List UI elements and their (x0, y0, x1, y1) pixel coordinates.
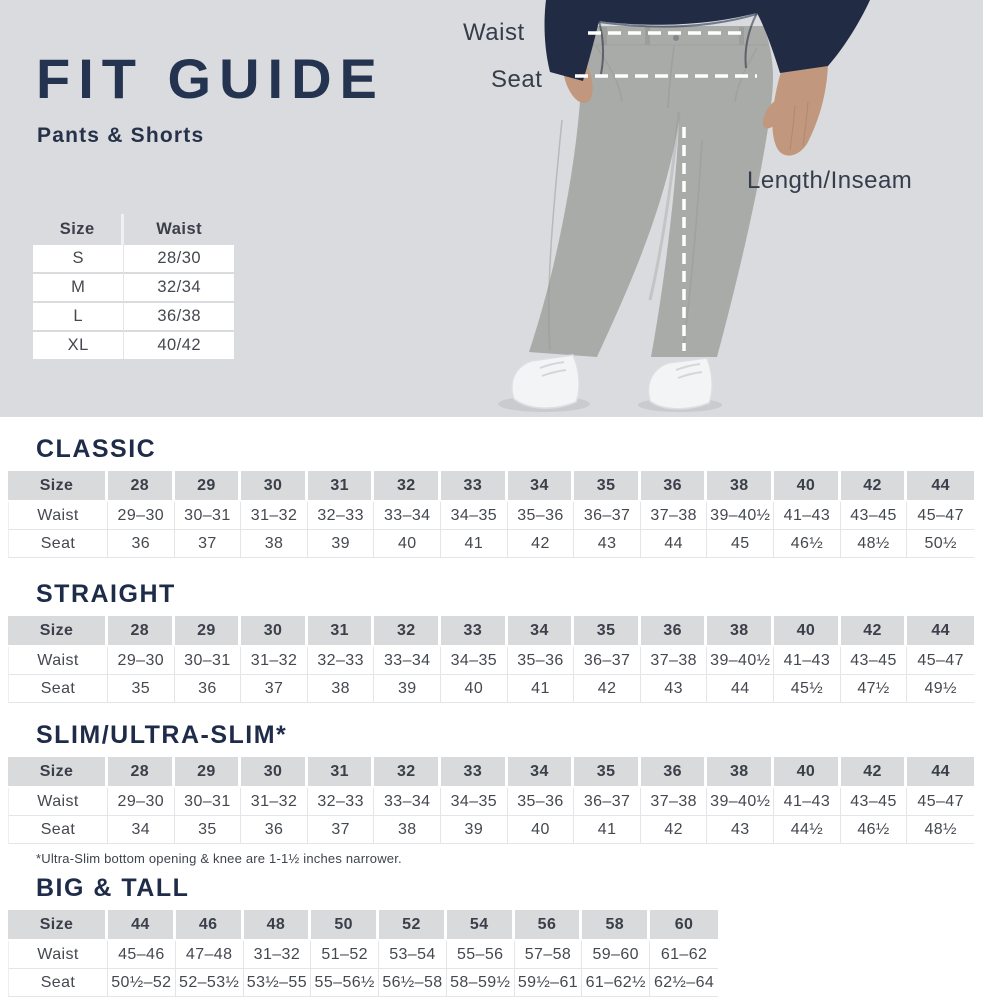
size-chart-sections (0, 417, 983, 997)
value-cell: 53½–55 (244, 969, 312, 997)
value-cell: 45 (707, 530, 774, 558)
value-cell: 40 (508, 816, 575, 844)
row-label: M (33, 274, 124, 303)
row-label: Seat (8, 675, 108, 703)
value-cell: 40 (441, 675, 508, 703)
value-cell: 34–35 (441, 647, 508, 675)
value-cell: 40 (774, 471, 841, 502)
value-cell: 38 (241, 530, 308, 558)
value-cell: 59½–61 (515, 969, 583, 997)
value-cell: 46 (176, 910, 244, 941)
value-cell: 31–32 (241, 647, 308, 675)
value-cell: 40 (774, 757, 841, 788)
value-cell: 56 (515, 910, 583, 941)
section-title: SLIM/ULTRA-SLIM* (36, 721, 288, 749)
value-cell: 39 (441, 816, 508, 844)
value-cell: 32 (374, 471, 441, 502)
value-cell: 28 (108, 471, 175, 502)
value-cell: 37 (308, 816, 375, 844)
size-section (0, 875, 983, 997)
size-header-row (8, 616, 974, 647)
value-cell: 59–60 (582, 941, 650, 969)
value-cell: 36 (175, 675, 242, 703)
value-cell: 58–59½ (447, 969, 515, 997)
value-cell: 36 (641, 757, 708, 788)
page-subtitle: Pants & Shorts (37, 124, 205, 147)
value-cell: 45½ (774, 675, 841, 703)
value-cell: 32 (374, 616, 441, 647)
value-cell: 58 (582, 910, 650, 941)
row-label: Seat (8, 969, 108, 997)
value-cell: 46½ (841, 816, 908, 844)
value-cell: 48½ (907, 816, 974, 844)
value-cell: 37 (241, 675, 308, 703)
page-title: FIT GUIDE (36, 47, 385, 110)
waist-row (8, 502, 974, 530)
value-cell: 40/42 (124, 332, 234, 359)
value-cell: 32–33 (308, 502, 375, 530)
size-chart-table (8, 471, 974, 558)
value-cell: 44½ (774, 816, 841, 844)
value-cell: 30 (241, 616, 308, 647)
value-cell: 44 (108, 910, 176, 941)
hero-size-table (33, 214, 234, 359)
value-cell: 37–38 (641, 788, 708, 816)
value-cell: 43 (574, 530, 641, 558)
seat-row (8, 675, 974, 703)
value-cell: 33–34 (374, 647, 441, 675)
row-label: Seat (8, 816, 108, 844)
value-cell: 39 (308, 530, 375, 558)
value-cell: 42 (841, 471, 908, 502)
value-cell: 35–36 (508, 788, 575, 816)
value-cell: 36 (241, 816, 308, 844)
row-label: Seat (8, 530, 108, 558)
size-chart-table (8, 910, 718, 997)
value-cell: 31 (308, 616, 375, 647)
value-cell: 42 (508, 530, 575, 558)
value-cell: 38 (707, 757, 774, 788)
value-cell: 35–36 (508, 502, 575, 530)
mini-data-row (33, 332, 234, 359)
row-label: Size (8, 757, 108, 788)
value-cell: 38 (308, 675, 375, 703)
value-cell: 30 (241, 757, 308, 788)
row-label: Waist (8, 941, 108, 969)
value-cell: Waist (156, 220, 203, 238)
value-cell: 56½–58 (379, 969, 447, 997)
value-cell: 49½ (907, 675, 974, 703)
waist-row (8, 647, 974, 675)
mini-header-row (33, 214, 234, 245)
value-cell: 41 (441, 530, 508, 558)
value-cell: 28 (108, 616, 175, 647)
value-cell: 35 (574, 616, 641, 647)
section-title: STRAIGHT (36, 580, 176, 608)
value-cell: 46½ (774, 530, 841, 558)
value-cell: 33 (441, 757, 508, 788)
value-cell: 33 (441, 471, 508, 502)
waist-row (8, 788, 974, 816)
value-cell: 30–31 (175, 788, 242, 816)
value-cell: 38 (374, 816, 441, 844)
value-cell: 47½ (841, 675, 908, 703)
value-cell: 50 (311, 910, 379, 941)
value-cell: 42 (641, 816, 708, 844)
value-cell: 45–47 (907, 647, 974, 675)
value-cell: 45–47 (907, 788, 974, 816)
hero-banner (0, 0, 983, 417)
value-cell: 37–38 (641, 647, 708, 675)
value-cell: 60 (650, 910, 718, 941)
row-label: Size (8, 471, 108, 502)
size-chart-table (8, 616, 974, 703)
row-label: XL (33, 332, 124, 359)
value-cell: 29–30 (108, 647, 175, 675)
value-cell: 32 (374, 757, 441, 788)
value-cell: 28/30 (124, 245, 234, 274)
pants-button (673, 35, 679, 41)
value-cell: 42 (841, 616, 908, 647)
waist-row (8, 941, 718, 969)
value-cell: 34 (508, 757, 575, 788)
value-cell: 44 (907, 616, 974, 647)
size-chart-table (8, 757, 974, 844)
value-cell: 44 (707, 675, 774, 703)
value-cell: 34–35 (441, 788, 508, 816)
value-cell: 39–40½ (707, 647, 774, 675)
value-cell: 50½ (907, 530, 974, 558)
section-title: CLASSIC (36, 435, 157, 463)
value-cell: 31–32 (241, 502, 308, 530)
value-cell: 30–31 (175, 647, 242, 675)
value-cell: 33–34 (374, 788, 441, 816)
seat-row (8, 530, 974, 558)
value-cell: 29 (175, 757, 242, 788)
value-cell: 40 (774, 616, 841, 647)
value-cell: 39 (374, 675, 441, 703)
value-cell: 37–38 (641, 502, 708, 530)
seat-row (8, 816, 974, 844)
value-cell: 62½–64 (650, 969, 718, 997)
section-title: BIG & TALL (36, 874, 190, 902)
waist-annotation: Waist (463, 19, 525, 46)
size-section (0, 581, 983, 703)
value-cell: 36–37 (574, 647, 641, 675)
mini-data-row (33, 274, 234, 303)
value-cell: 35–36 (508, 647, 575, 675)
value-cell: 36 (108, 530, 175, 558)
length-inseam-annotation: Length/Inseam (747, 167, 913, 194)
row-label: Waist (8, 502, 108, 530)
value-cell: 44 (907, 471, 974, 502)
value-cell: 43 (641, 675, 708, 703)
value-cell: 52 (379, 910, 447, 941)
value-cell: 35 (574, 757, 641, 788)
value-cell: 44 (907, 757, 974, 788)
value-cell: 29 (175, 616, 242, 647)
value-cell: 41 (574, 816, 641, 844)
value-cell: 29–30 (108, 788, 175, 816)
value-cell: 32–33 (308, 647, 375, 675)
value-cell: 31 (308, 471, 375, 502)
value-cell: 29–30 (108, 502, 175, 530)
size-header-row (8, 910, 718, 941)
row-label: Size (8, 616, 108, 647)
value-cell: 45–47 (907, 502, 974, 530)
value-cell: 34 (508, 616, 575, 647)
value-cell: 30 (241, 471, 308, 502)
row-label: Waist (8, 647, 108, 675)
value-cell: 48 (244, 910, 312, 941)
value-cell: 45–46 (108, 941, 176, 969)
value-cell: 44 (641, 530, 708, 558)
value-cell: 35 (108, 675, 175, 703)
belt-loop (645, 27, 650, 45)
value-cell: 41 (508, 675, 575, 703)
value-cell: 36–37 (574, 788, 641, 816)
value-cell: 33–34 (374, 502, 441, 530)
value-cell: 51–52 (311, 941, 379, 969)
value-cell: 34–35 (441, 502, 508, 530)
value-cell: 55–56½ (311, 969, 379, 997)
value-cell: 41–43 (774, 647, 841, 675)
value-cell: 32–33 (308, 788, 375, 816)
row-label: L (33, 303, 124, 332)
value-cell: 31–32 (241, 788, 308, 816)
value-cell: 39–40½ (707, 502, 774, 530)
value-cell: 38 (707, 616, 774, 647)
value-cell: 28 (108, 757, 175, 788)
value-cell: 29 (175, 471, 242, 502)
size-header-row (8, 757, 974, 788)
value-cell: 31 (308, 757, 375, 788)
value-cell: 35 (574, 471, 641, 502)
value-cell: 41–43 (774, 788, 841, 816)
value-cell: 43–45 (841, 502, 908, 530)
row-label: Waist (8, 788, 108, 816)
value-cell: 37 (175, 530, 242, 558)
seat-row (8, 969, 718, 997)
value-cell: 39–40½ (707, 788, 774, 816)
value-cell: 48½ (841, 530, 908, 558)
seat-annotation: Seat (491, 66, 543, 93)
value-cell: 38 (707, 471, 774, 502)
belt-loop (739, 27, 744, 45)
value-cell: 30–31 (175, 502, 242, 530)
value-cell: 43–45 (841, 647, 908, 675)
mini-data-row (33, 303, 234, 332)
value-cell: 42 (574, 675, 641, 703)
value-cell: 43–45 (841, 788, 908, 816)
value-cell: 36–37 (574, 502, 641, 530)
value-cell: 50½–52 (108, 969, 176, 997)
value-cell: 42 (841, 757, 908, 788)
value-cell: 36/38 (124, 303, 234, 332)
value-cell: 34 (508, 471, 575, 502)
value-cell: 52–53½ (176, 969, 244, 997)
value-cell: 33 (441, 616, 508, 647)
row-label: S (33, 245, 124, 274)
value-cell: 55–56 (447, 941, 515, 969)
mini-data-row (33, 245, 234, 274)
size-section (0, 436, 983, 558)
value-cell: 61–62 (650, 941, 718, 969)
value-cell: 32/34 (124, 274, 234, 303)
row-label: Size (8, 910, 108, 941)
value-cell: 54 (447, 910, 515, 941)
value-cell: 31–32 (244, 941, 312, 969)
row-label: Size (33, 214, 124, 245)
size-header-row (8, 471, 974, 502)
value-cell: 61–62½ (582, 969, 650, 997)
value-cell: 34 (108, 816, 175, 844)
value-cell: 47–48 (176, 941, 244, 969)
value-cell: 53–54 (379, 941, 447, 969)
value-cell: 40 (374, 530, 441, 558)
value-cell: 36 (641, 616, 708, 647)
value-cell: 43 (707, 816, 774, 844)
value-cell: 57–58 (515, 941, 583, 969)
value-cell: 41–43 (774, 502, 841, 530)
value-cell: 36 (641, 471, 708, 502)
value-cell: 35 (175, 816, 242, 844)
ultra-slim-footnote: *Ultra-Slim bottom opening & knee are 1-1½ inches narrower. (36, 851, 402, 866)
size-section (0, 722, 983, 866)
